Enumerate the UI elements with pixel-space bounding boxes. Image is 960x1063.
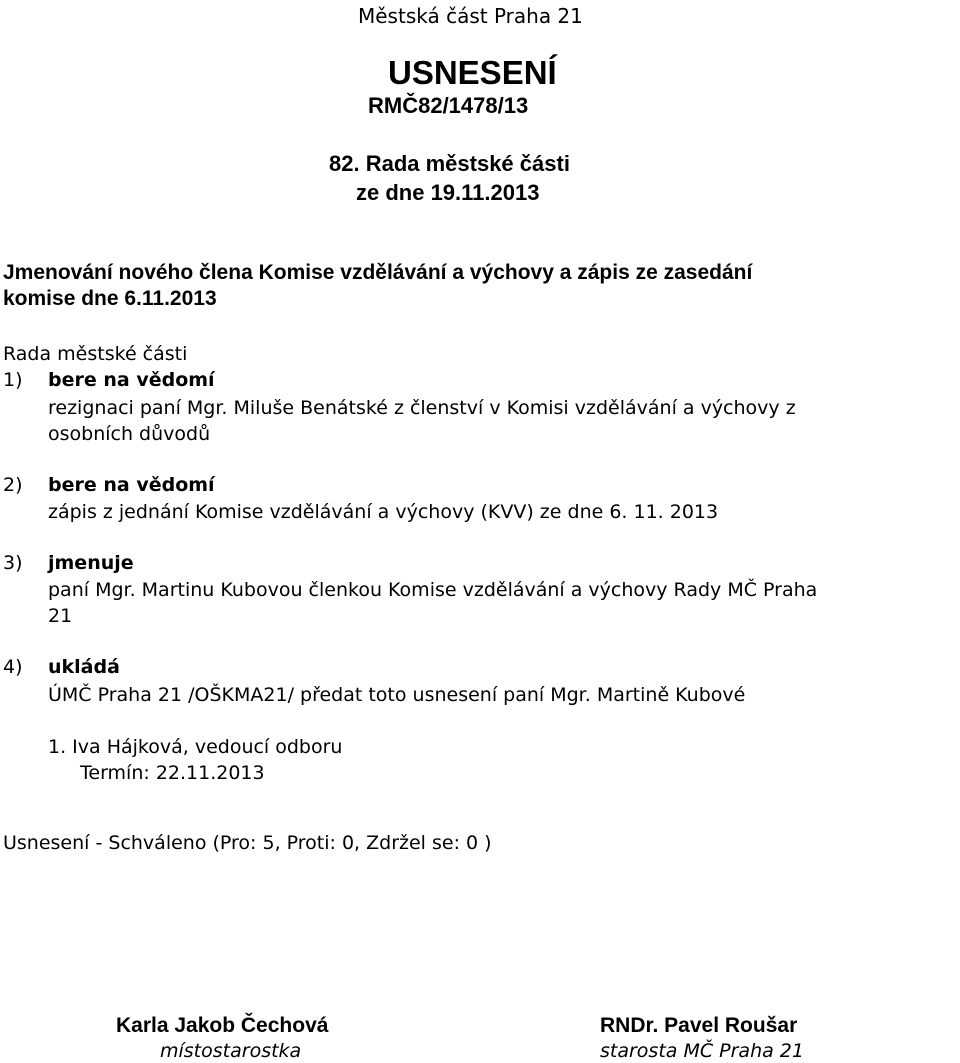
task-assignee: 1. Iva Hájková, vedoucí odboru (48, 736, 343, 758)
item-number: 4) (3, 656, 23, 678)
item-text: paní Mgr. Martinu Kubovou členkou Komise vzdělávání a výchovy Rady MČ Praha (48, 579, 818, 601)
subject-line-2: komise dne 6.11.2013 (3, 287, 217, 310)
item-text: rezignaci paní Mgr. Miluše Benátské z členství v Komisi vzdělávání a výchovy z (48, 397, 796, 419)
signature-name: RNDr. Pavel Roušar (600, 1014, 798, 1037)
vote-result: Usnesení - Schváleno (Pro: 5, Proti: 0, Zdržel se: 0 ) (3, 832, 492, 854)
signature-role: starosta MČ Praha 21 (600, 1040, 804, 1062)
item-verb: ukládá (48, 656, 120, 678)
item-number: 1) (3, 369, 23, 391)
municipality-header: Městská část Praha 21 (358, 4, 583, 28)
item-text: zápis z jednání Komise vzdělávání a výchovy (KVV) ze dne 6. 11. 2013 (48, 501, 719, 523)
item-verb: bere na vědomí (48, 474, 215, 496)
item-number: 3) (3, 552, 23, 574)
item-number: 2) (3, 474, 23, 496)
item-text: 21 (48, 605, 73, 627)
signature-name: Karla Jakob Čechová (116, 1014, 329, 1037)
session-date: ze dne 19.11.2013 (356, 180, 540, 205)
item-text: ÚMČ Praha 21 /OŠKMA21/ předat toto usnesení paní Mgr. Martině Kubové (48, 684, 746, 706)
resolution-number: RMČ82/1478/13 (368, 93, 529, 118)
council-intro: Rada městské části (3, 343, 188, 365)
document-title: USNESENÍ (388, 54, 557, 91)
signature-role: místostarostka (160, 1040, 302, 1062)
item-verb: jmenuje (48, 552, 134, 574)
item-text: osobních důvodů (48, 423, 211, 445)
session-name: 82. Rada městské části (329, 151, 570, 176)
subject-line-1: Jmenování nového člena Komise vzdělávání a výchovy a zápis ze zasedání (3, 261, 753, 284)
item-verb: bere na vědomí (48, 369, 215, 391)
task-deadline: Termín: 22.11.2013 (80, 762, 265, 784)
